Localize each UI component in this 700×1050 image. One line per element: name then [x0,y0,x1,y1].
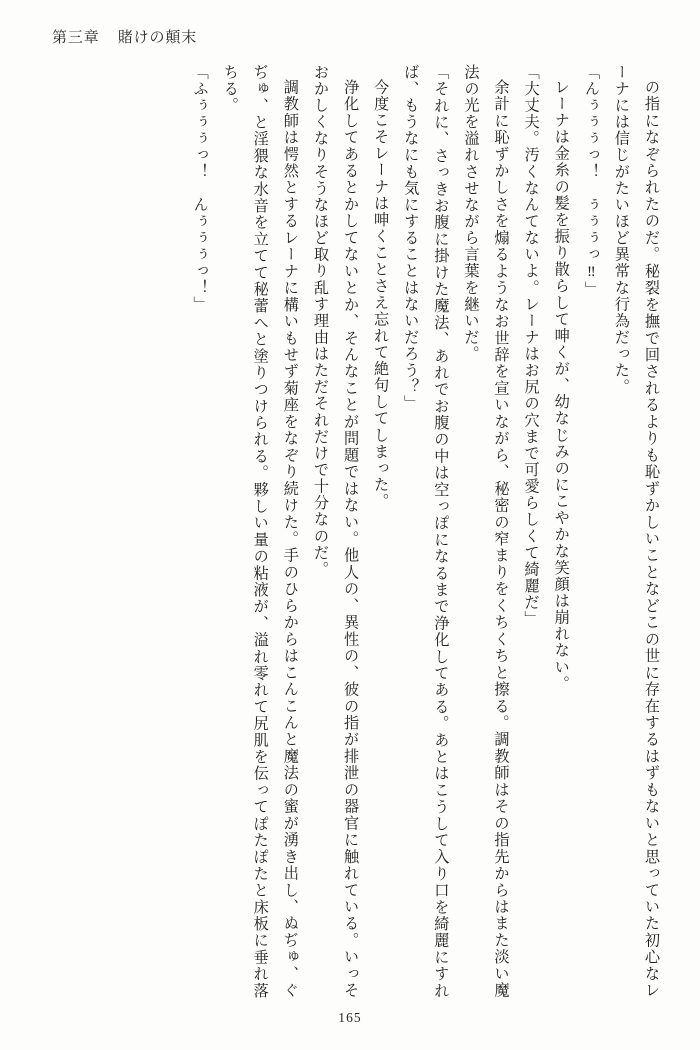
body-text-area [30,60,670,1000]
chapter-number: 第三章 [52,30,100,46]
paragraph: 余計に恥ずかしさを煽るようなお世辞を宣いながら、秘密の窄まりをくちくちと擦る。調教師はその指先からはまた淡い魔法の光を溢れさせながら言葉を継いだ。 [462,64,510,999]
paragraph: の指になぞられたのだ。秘裂を撫で回されるよりも恥ずかしいことなどこの世に存在するはずもないと思っていた初心なレーナには信じがたいほど異常な行為だった。 [612,64,660,999]
paragraph: 調教師は愕然とするレーナに構いもせず菊座をなぞり続けた。手のひらからはこんこんと魔法の蜜が湧き出し、ぬぢゅ、ぐぢゅ、と淫猥な水音を立てて秘蕾へと塗りつけられる。夥しい量の粘液が、溢れ零れて尻肌を伝ってぽたぽたと床板に垂れ落ちる。 [221,64,299,999]
vertical-text-block [34,64,666,999]
paragraph: 浄化してあるとかしてないとか、そんなことが問題ではない。他人の、異性の、彼の指が排泄の器官に触れている。いっそおかしくなりそうなほど取り乱す理由はただそれだけで十分なのだ。 [311,64,360,999]
paragraph: 「大丈夫。汚くなんてないよ。レーナはお尻の穴まで可愛らしくて綺麗だ」 [522,64,540,628]
paragraph: 「んぅぅぅっ！ ぅぅぅっ‼」 [582,64,600,298]
paragraph: レーナは金糸の髪を振り散らして呻くが、幼なじみのにこやかな笑顔は崩れない。 [552,79,570,693]
paragraph: 「それに、さっきお腹に掛けた魔法、あれでお腹の中は空っぽになるまで浄化してある。あとはこうして入り口を綺麗にすれば、もうなにも気にすることはないだろう？」 [402,64,450,999]
page-number: 165 [338,1010,362,1025]
paragraph: 今度こそレーナは呻くことさえ忘れて絶句してしまった。 [372,79,390,510]
chapter-title: 賭けの顛末 [117,30,198,46]
running-head [30,26,670,60]
paragraph: 「ふぅぅぅっ！ んぅぅぅっ！」 [191,64,209,313]
